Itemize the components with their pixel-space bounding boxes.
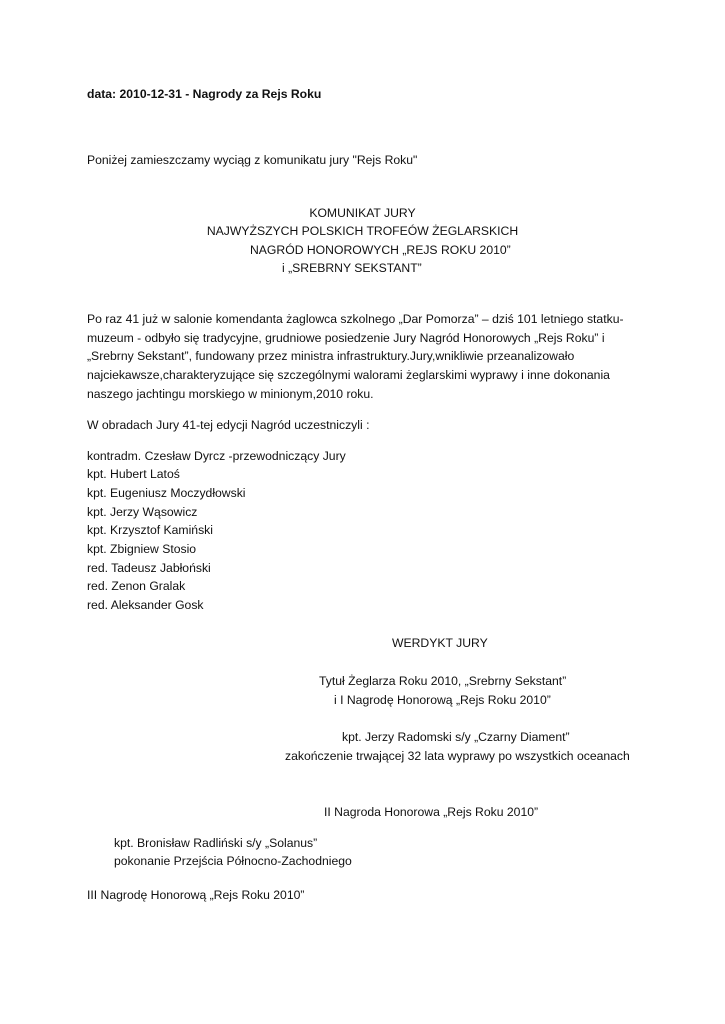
prize-winner-line: kpt. Bronisław Radliński s/y „Solanus” bbox=[114, 836, 318, 850]
paragraph-line: „Srebrny Sekstant”, fundowany przez ministra infrastruktury.Jury,wnikliwie przeanalizowało bbox=[87, 349, 575, 363]
communique-line: NAGRÓD HONOROWYCH „REJS ROKU 2010” bbox=[250, 243, 511, 257]
list-item: red. Zenon Gralak bbox=[87, 579, 186, 593]
participants-intro: W obradach Jury 41-tej edycji Nagród uczestniczyli : bbox=[87, 418, 370, 432]
page-title: data: 2010-12-31 - Nagrody za Rejs Roku bbox=[87, 87, 322, 101]
verdict-heading: WERDYKT JURY bbox=[392, 636, 488, 650]
list-item: kpt. Zbigniew Stosio bbox=[87, 542, 197, 556]
prize-winner-line: kpt. Jerzy Radomski s/y „Czarny Diament” bbox=[342, 730, 570, 744]
communique-line: NAJWYŻSZYCH POLSKICH TROFEÓW ŻEGLARSKICH bbox=[206, 224, 519, 238]
list-item: kpt. Krzysztof Kamiński bbox=[87, 523, 213, 537]
prize-title-line: III Nagrodę Honorową „Rejs Roku 2010” bbox=[87, 888, 305, 902]
prize-winner-line: zakończenie trwającej 32 lata wyprawy po wszystkich oceanach bbox=[285, 749, 630, 763]
list-item: kpt. Jerzy Wąsowicz bbox=[87, 505, 198, 519]
prize-title-line: i I Nagrodę Honorową „Rejs Roku 2010” bbox=[334, 693, 551, 707]
prize-title-line: Tytuł Żeglarza Roku 2010, „Srebrny Sekstant” bbox=[319, 674, 567, 688]
list-item: kontradm. Czesław Dyrcz -przewodniczący Jury bbox=[87, 449, 346, 463]
list-item: kpt. Hubert Latoś bbox=[87, 467, 180, 481]
paragraph-line: Po raz 41 już w salonie komendanta żaglowca szkolnego „Dar Pomorza” – dziś 101 letniego statku- bbox=[87, 312, 624, 326]
prize-winner-line: pokonanie Przejścia Północno-Zachodniego bbox=[114, 854, 352, 868]
communique-line: KOMUNIKAT JURY bbox=[309, 206, 416, 220]
list-item: red. Aleksander Gosk bbox=[87, 598, 204, 612]
paragraph-line: najciekawsze,charakteryzujące się szczególnymi walorami żeglarskimi wyprawy i inne dokonania bbox=[87, 368, 610, 382]
paragraph-line: muzeum - odbyło się tradycyjne, grudniowe posiedzenie Jury Nagród Honorowych „Rejs Roku” i bbox=[87, 331, 605, 345]
intro-text: Poniżej zamieszczamy wyciąg z komunikatu jury "Rejs Roku" bbox=[87, 153, 418, 167]
prize-title-line: II Nagroda Honorowa „Rejs Roku 2010” bbox=[324, 805, 539, 819]
paragraph-line: naszego jachtingu morskiego w minionym,2010 roku. bbox=[87, 387, 374, 401]
list-item: red. Tadeusz Jabłoński bbox=[87, 561, 211, 575]
communique-line: i „SREBRNY SEKSTANT” bbox=[282, 261, 422, 275]
list-item: kpt. Eugeniusz Moczydłowski bbox=[87, 486, 246, 500]
